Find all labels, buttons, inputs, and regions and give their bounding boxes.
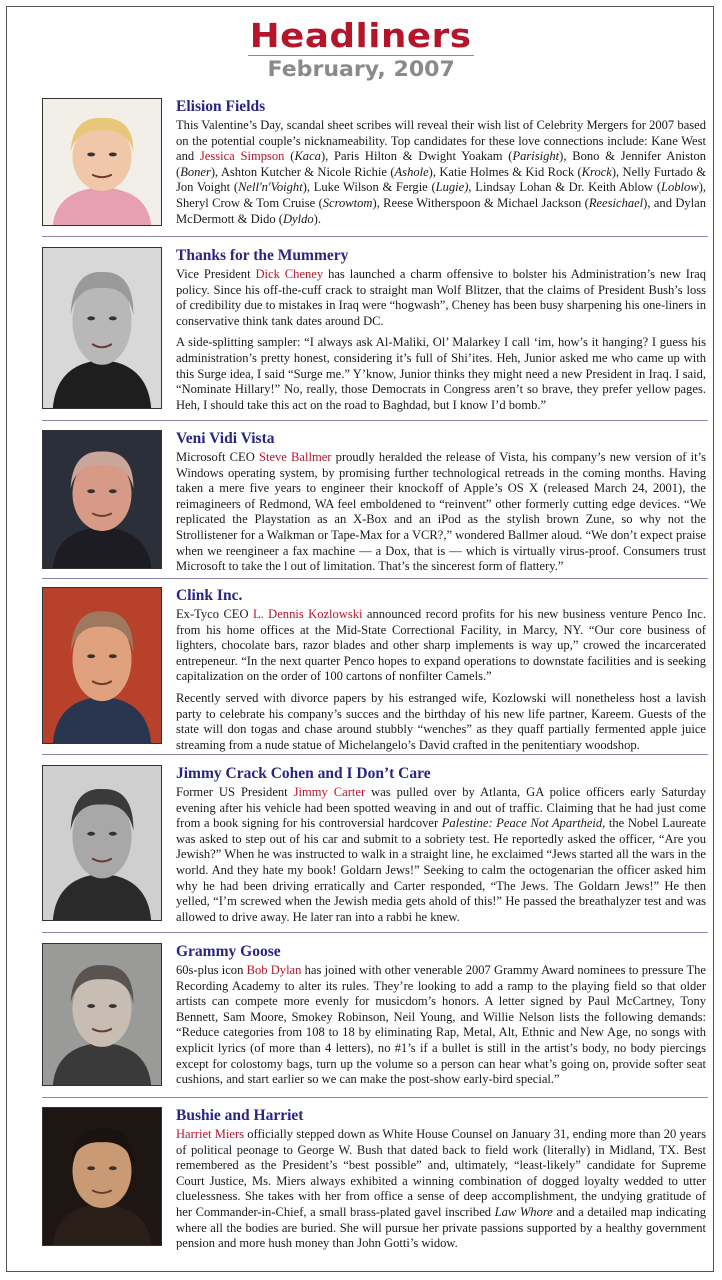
portrait-image [43, 944, 161, 1085]
body-text: Recently served with divorce papers by his estranged wife, Kozlowski will nonetheless host a lavish party to celebrate his company’s succes and the birthday of his new life partner, Kareem. Guests of the state will don togas and chase around stubbly “wenches” as they quaff partially fermented apple juice streaming from a nude statue of Michelangelo’s David crafted in the penitentiary woodshop. [176, 690, 706, 752]
body-text: Former US President [176, 785, 294, 799]
article-paragraph [176, 450, 706, 575]
article-headline: Jimmy Crack Cohen and I Don’t Care [176, 765, 431, 782]
portrait-image [43, 99, 161, 225]
article-photo [42, 247, 162, 409]
italic-text: Palestine: Peace Not Apartheid [441, 816, 603, 831]
article-content [176, 943, 706, 1094]
article-photo [42, 765, 162, 921]
article-content [176, 587, 706, 759]
italic-text: Reesichael [588, 195, 644, 210]
body-text: and a detailed map indicating where all the bodies are buried. She will pursue her private passions supported by a healthy government pension and more hush money than John Gotti’s widow. [176, 1204, 706, 1251]
portrait-image [43, 588, 161, 743]
article-content [176, 247, 706, 419]
article-photo [42, 1107, 162, 1246]
body-text: ), Nelly Furtado & Jon Voight ( [176, 164, 706, 195]
italic-text: Lugie), [435, 180, 472, 195]
italic-text: Kaca [294, 149, 321, 164]
article-content [176, 98, 706, 233]
body-text: , the Nobel Laureate was asked to step out of his car and submit to a sobriety test. He reportedly asked the officer, “Are you Jewish?” When he was instructed to walk in a straight line, he exclaimed “Jews started all the wars in the world. And they hate my book! Goldarn Jews!” Seeking to calm the octogenarian the officer asked him why he had been driving erratically and Carter responded, “The Jews. The Goldarn Jews!” He then yelled, “I’m screwed when the Jewish media gets ahold of this!” He passed the breathalyzer test and was allowed to drive away. He later ran into a rabbi he knew. [176, 816, 706, 924]
article-paragraph [176, 785, 706, 925]
body-text: ), Reese Witherspoon & Michael Jackson ( [372, 195, 589, 210]
body-text: Lindsay Lohan & Dr. Keith Ablow ( [471, 180, 662, 195]
person-name-link[interactable]: Dick Cheney [255, 267, 324, 281]
body-text: ( [284, 149, 295, 164]
person-name-link[interactable]: Bob Dylan [246, 963, 302, 977]
article-photo [42, 587, 162, 744]
body-text: announced record profits for his new business venture Penco Inc. from his home offices at the Mid-State Correctional Facility, in Marcy, NY. “Our core business of lighters, chocolate bars, razor blades and other sharp implements is way up,” crowed the incarcerated entrepeneur. “In the next quarter Penco hopes to expand operations to downstate facilities and is seeking capitalization on the order of 100 cartons of nonfilter Camels.” [176, 607, 706, 684]
article-content [176, 1107, 706, 1258]
person-name-link[interactable]: Jimmy Carter [293, 785, 366, 799]
article-headline: Thanks for the Mummery [176, 247, 349, 264]
article-divider [42, 1097, 708, 1098]
masthead-rule [248, 55, 474, 56]
body-text: ), Paris Hilton & Dwight Yoakam ( [320, 149, 513, 164]
body-text: Vice President [176, 267, 256, 281]
article-paragraph [176, 267, 706, 329]
portrait-image [43, 1108, 161, 1245]
article-paragraph [176, 335, 706, 413]
article-paragraph [176, 963, 706, 1088]
article-content [176, 765, 706, 931]
article-headline: Grammy Goose [176, 943, 281, 960]
italic-text: Law Whore [494, 1204, 553, 1219]
italic-text: Ashole [394, 164, 429, 179]
body-text: Microsoft CEO [176, 450, 259, 464]
article-divider [42, 932, 708, 933]
article-divider [42, 578, 708, 579]
portrait-image [43, 248, 161, 408]
body-text: has launched a charm offensive to bolster his Administration’s new Iraq policy. Since his off-the-cuff crack to straight man Wolf Blitzer, that the claims of President Bush’s loss of credibility due to mistakes in Iraq were “hogwash”, Cheney has been busy sharpening his one-liners in conservative think tank dates around DC. [176, 267, 706, 328]
body-text: A side-splitting sampler: “I always ask Al-Maliki, Ol’ Malarkey I call ‘im, how’s it hanging? I guess his administration’s pretty honest, considering it’s full of Shi’ites. Heh, Junior asked me who came up with this Surge idea, I said “Surge me.” Y’know, Junior thinks they might need a new President in Iraq. I said, “Nominate Hillary!” No, really, those Democrats in Congress aren’t so brave, they prefer yellow pages. Heh, I should take this act on the road to Baghdad, but I know I’d bomb.” [176, 335, 706, 412]
article-divider [42, 420, 708, 421]
portrait-image [43, 766, 161, 920]
body-text: officially stepped down as White House Counsel on January 31, ending more than 20 years of political peonage to George W. Bush that dated back to field work (literally) in Midland, TX. Best remembered as the President’s “best possible” and, ultimately, “least-likely” candidate for Supreme Court Justice, Ms. Miers always exhibited a winning combination of dogged loyalty wedded to utter cluelessness. She takes with her from office a sense of deep accomplishment, the undying gratitude of her Commander-in-Chief, a small brass-plated gavel inscribed [176, 1127, 706, 1219]
article-divider [42, 236, 708, 237]
body-text: 60s-plus icon [176, 963, 247, 977]
article-photo [42, 430, 162, 569]
article-headline: Bushie and Harriet [176, 1107, 304, 1124]
body-text: ), and Dylan McDermott & Dido ( [176, 195, 706, 226]
article-content [176, 430, 706, 581]
body-text: has joined with other venerable 2007 Grammy Award nominees to pressure The Recording Academy to alter its rules. They’re looking to add a ramp to the playing field so that older artists can compete more evenly for musicdom’s honors. A letter signed by Paul McCartney, Tony Bennett, Sam Moore, Smokey Robinson, Neil Young, and Willie Nelson lists the following demands: “Reduce categories from 108 to 18 by eliminating Rap, Metal, Alt, Ethnic and New Age, no songs with explicit lyrics (of more than 4 letters), no #1’s if a bullet is still in the artist’s body, no body piercings except for colostomy bags, turn up the volume so a person can hear what’s going on, provide softer seat cushions, and start earlier so we can make the post-show early-bird special.” [176, 963, 707, 1087]
article-paragraph [176, 607, 706, 685]
body-text: was pulled over by Atlanta, GA police officers early Saturday evening after his vehicle had been spotted weaving in and out of traffic. Claiming that he had just come from a book signing for his controversial hardcover [176, 785, 706, 831]
body-text: ). [313, 211, 321, 226]
italic-text: Dyldo [282, 211, 314, 226]
person-name-link[interactable]: L. Dennis Kozlowski [252, 607, 363, 621]
portrait-image [43, 431, 161, 568]
italic-text: Krock [581, 164, 612, 179]
article-photo [42, 98, 162, 226]
body-text: proudly heralded the release of Vista, his company’s new version of it’s Windows operating system, by promising further technological retreads in the coming months. Having taken a mere five years to engineer their knockoff of Apple’s OS X (released March 24, 2001), the reimagineers of Redmond, WA feel emboldened to “reinvent” other formerly cutting edge devices. “We replicated the Playstation as an X-Box and an iPod as the stylish brown Zune, so why not the Strollistener for a Walkman or Tape-Max for a VCR?,” wondered Ballmer aloud. “We don’t expect praise when we reengineer a fax machine — a Dox, that is — which is virtually virus-proof. Consumers trust Microsoft to take the l out of limitation. That’s the sincerest form of flattery.” [176, 450, 706, 574]
body-text: Ex-Tyco CEO [176, 607, 253, 621]
italic-text: Loblow [661, 180, 699, 195]
italic-text: Scrowtom [322, 195, 373, 210]
article-headline: Clink Inc. [176, 587, 243, 604]
italic-text: Parisight [512, 149, 560, 164]
article-photo [42, 943, 162, 1086]
body-text: This Valentine’s Day, scandal sheet scribes will reveal their wish list of Celebrity Mergers for 2007 based on the potential couple’s nicknameability. Top candidates for these love connections include: Kane West and [176, 118, 706, 164]
article-headline: Elision Fields [176, 98, 266, 115]
masthead [0, 18, 722, 81]
masthead-title: Headliners [250, 16, 472, 55]
body-text: ), Bono & Jennifer Aniston ( [176, 149, 707, 179]
masthead-date: February, 2007 [267, 57, 455, 81]
article-paragraph [176, 691, 706, 753]
person-name-link[interactable]: Jessica Simpson [199, 149, 285, 164]
body-text: ), Sheryl Crow & Tom Cruise ( [176, 180, 707, 210]
body-text: ), Ashton Kutcher & Nicole Richie ( [210, 164, 395, 179]
article-headline: Veni Vidi Vista [176, 430, 275, 447]
italic-text: Boner [180, 164, 211, 179]
article-paragraph [176, 1127, 706, 1252]
body-text: ), Luke Wilson & Fergie ( [302, 180, 436, 195]
body-text: ), Katie Holmes & Kid Rock ( [428, 164, 582, 179]
article-divider [42, 754, 708, 755]
article-paragraph [176, 118, 706, 227]
italic-text: Nell'n'Voight [238, 180, 303, 195]
person-name-link[interactable]: Harriet Miers [176, 1127, 245, 1141]
person-name-link[interactable]: Steve Ballmer [258, 450, 332, 464]
